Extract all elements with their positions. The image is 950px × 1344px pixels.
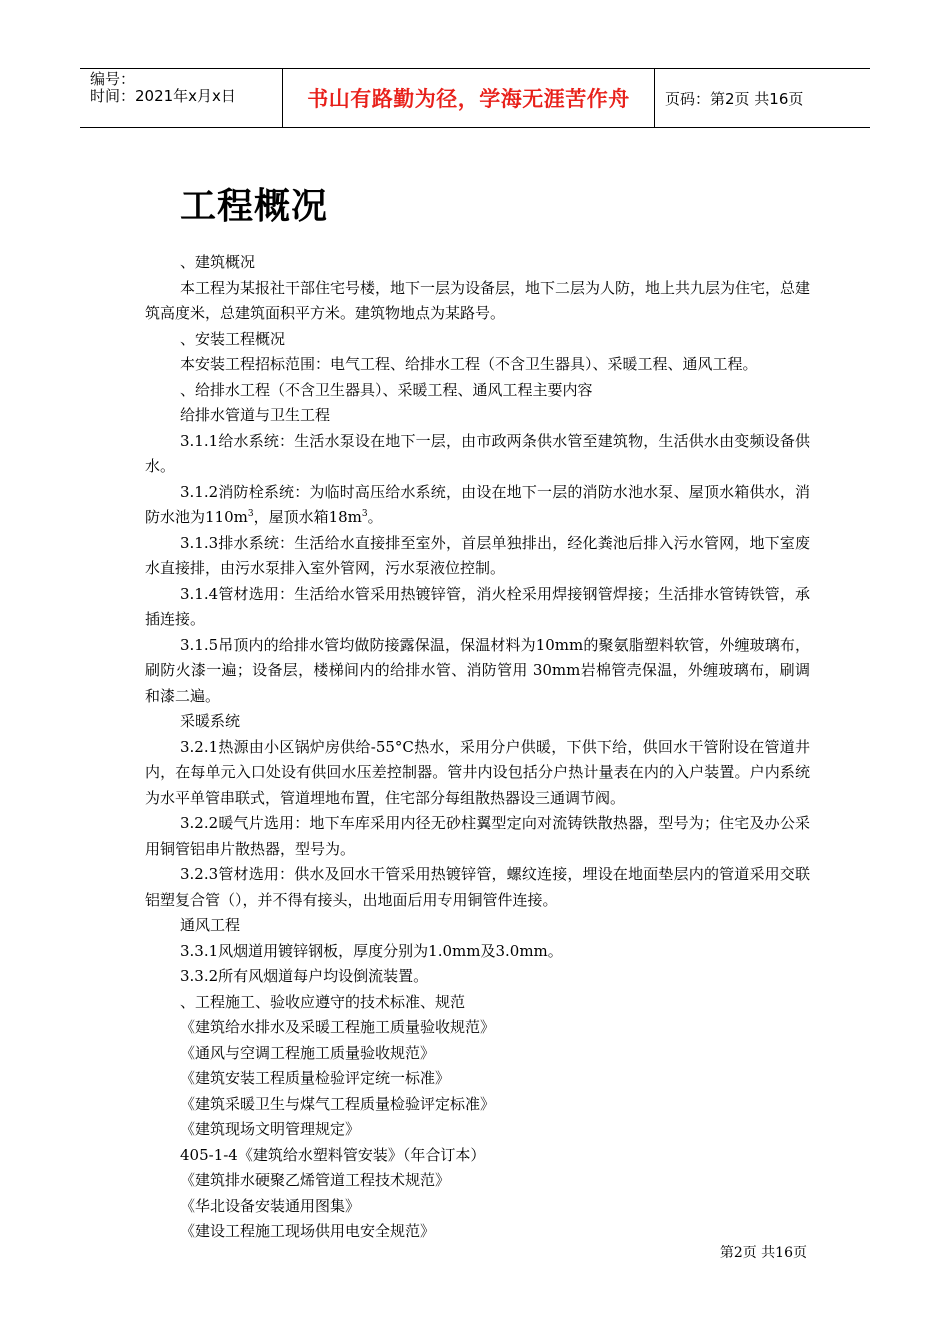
paragraph: 3.1.5吊顶内的给排水管均做防接露保温，保温材料为10mm的聚氨脂塑料软管，外缠玻璃布，刷防火漆一遍；设备层，楼梯间内的给排水管、消防管用 30mm岩棉管壳保温，外缠玻璃布，刷调和漆二遍。 [145, 635, 810, 705]
standard-item: 《建筑给水排水及采暖工程施工质量验收规范》 [180, 1018, 496, 1036]
paragraph: 3.1.3排水系统：生活给水直接排至室外，首层单独排出，经化粪池后排入污水管网，地下室废水直接排，由污水泵排入室外管网，污水泵液位控制。 [145, 533, 810, 577]
superscript: 3 [361, 509, 368, 519]
section-heading: 、建筑概况 [180, 253, 256, 271]
page-footer: 第2页 共16页 [719, 1245, 807, 1261]
header-left-cell [80, 69, 282, 127]
standard-item: 《建筑排水硬聚乙烯管道工程技术规范》 [180, 1171, 451, 1189]
standard-item: 《建筑采暖卫生与煤气工程质量检验评定标准》 [180, 1094, 496, 1113]
subsection-heading: 给排水管道与卫生工程 [180, 406, 331, 424]
section-heading: 、安装工程概况 [180, 329, 286, 348]
standard-item: 《建设工程施工现场供用电安全规范》 [180, 1222, 436, 1240]
document-title: 工程概况 [180, 186, 329, 227]
section-heading: 、给排水工程（不含卫生器具）、采暖工程、通风工程主要内容 [180, 380, 593, 399]
paragraph: 本工程为某报社干部住宅号楼，地下一层为设备层，地下二层为人防，地上共九层为住宅，总建筑高度米，总建筑面积平方米。建筑物地点为某路号。 [145, 278, 811, 322]
standard-item: 《建筑安装工程质量检验评定统一标准》 [180, 1069, 451, 1087]
section-heading: 、工程施工、验收应遵守的技术标准、规范 [180, 992, 466, 1011]
standard-item: 405-1-4《建筑给水塑料管安装》（年合订本） [180, 1145, 486, 1164]
paragraph: 3.3.2所有风烟道每户均设倒流装置。 [180, 967, 429, 985]
paragraph: 3.3.1风烟道用镀锌钢板，厚度分别为1.0mm及3.0mm。 [180, 941, 563, 960]
time-label: 时间：2021年x月x日 [90, 87, 236, 105]
paragraph: 本安装工程招标范围：电气工程、给排水工程（不含卫生器具）、采暖工程、通风工程。 [180, 355, 758, 373]
text-span: 3.1.2消防栓系统：为临时高压给水系统，由设在地下一层的消防水池水泵、屋顶水箱供水，消防水池为110m [145, 482, 810, 526]
motto: 书山有路勤为径，学海无涯苦作舟 [282, 69, 655, 127]
subsection-heading: 通风工程 [180, 916, 241, 934]
paragraph: 3.1.4管材选用：生活给水管采用热镀锌管，消火栓采用焊接钢管焊接；生活排水管铸铁管，承插连接。 [145, 584, 810, 628]
text-span: 。 [367, 508, 383, 526]
paragraph: 3.2.2暖气片选用：地下车库采用内径无砂柱翼型定向对流铸铁散热器，型号为；住宅及办公采用铜管铝串片散热器，型号为。 [145, 814, 810, 858]
number-label: 编号： [90, 70, 136, 88]
paragraph: 3.2.3管材选用：供水及回水干管采用热镀锌管，螺纹连接，埋设在地面垫层内的管道采用交联铝塑复合管（），并不得有接头，出地面后用专用铜管件连接。 [145, 865, 810, 909]
document-body [145, 250, 810, 1245]
standard-item: 《华北设备安装通用图集》 [180, 1196, 361, 1215]
page-header [80, 68, 870, 128]
paragraph [145, 480, 810, 531]
paragraph: 3.2.1热源由小区锅炉房供给-55°C热水，采用分户供暖，下供下给，供回水干管附设在管道井内，在每单元入口处设有供回水压差控制器。管井内设包括分户热计量表在内的入户装置。户内系统为水平单管串联式，管道埋地布置，住宅部分每组散热器设三通调节阀。 [145, 737, 810, 807]
standard-item: 《通风与空调工程施工质量验收规范》 [180, 1043, 436, 1062]
standard-item: 《建筑现场文明管理规定》 [180, 1120, 361, 1138]
text-span: ，屋顶水箱18m [253, 508, 362, 526]
superscript: 3 [247, 509, 254, 519]
page-info: 页码：第2页 共16页 [665, 89, 804, 108]
paragraph: 3.1.1给水系统：生活水泵设在地下一层，由市政两条供水管至建筑物，生活供水由变频设备供水。 [145, 431, 810, 475]
subsection-heading: 采暖系统 [180, 712, 241, 730]
